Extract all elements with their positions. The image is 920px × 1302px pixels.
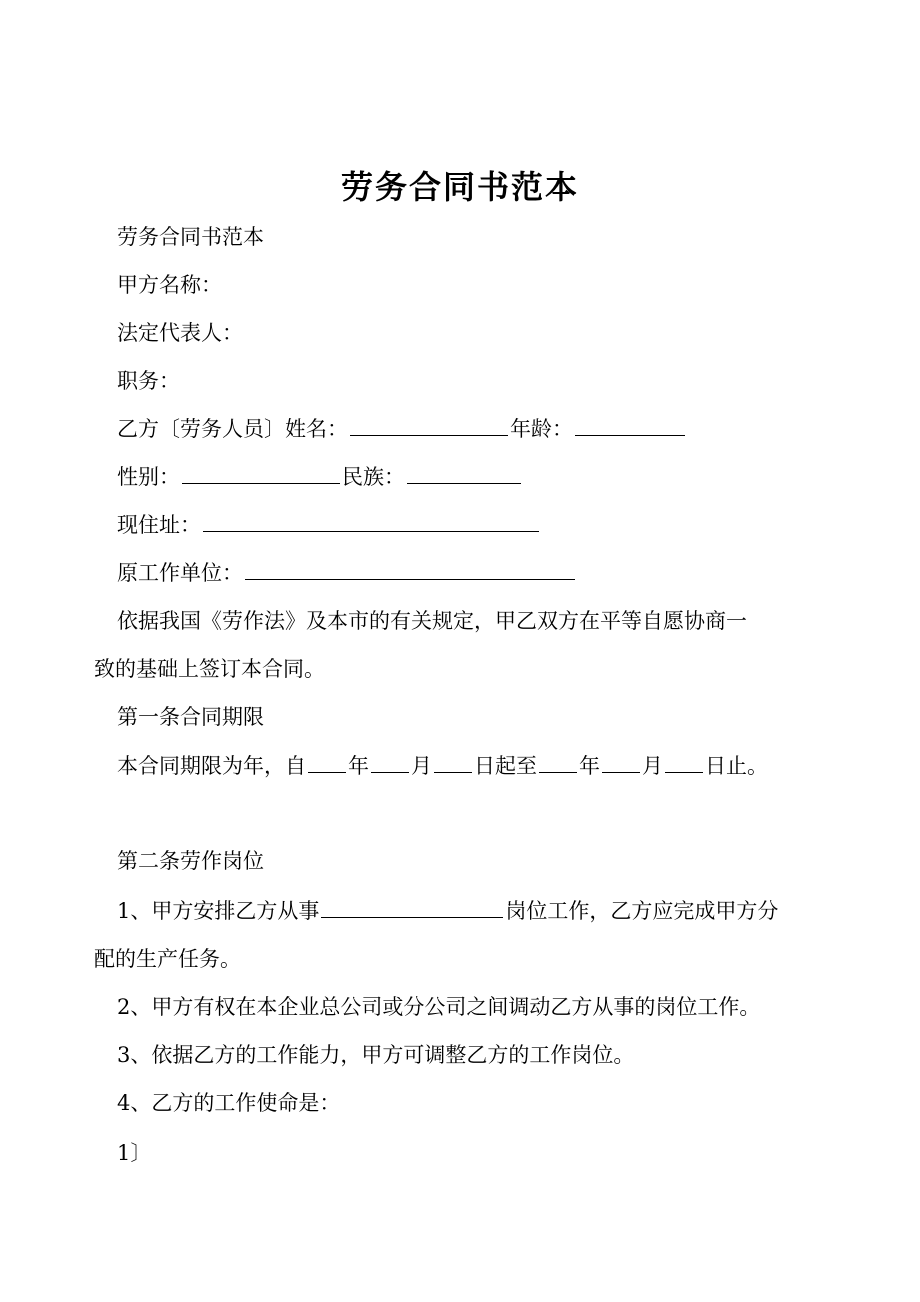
gender-blank[interactable]: [182, 463, 340, 484]
term-month-2: 月: [642, 754, 663, 778]
prev-employer-row: [117, 558, 577, 588]
item1-row: [117, 896, 778, 926]
term-row: [117, 751, 768, 781]
party-b-name-blank[interactable]: [350, 415, 508, 436]
term-from: 日起至: [474, 754, 537, 778]
gender-label: 性别：: [117, 465, 180, 489]
preamble-line-1: 依据我国《劳作法》及本市的有关规定，甲乙双方在平等自愿协商一: [117, 609, 747, 633]
start-day-blank[interactable]: [434, 752, 472, 773]
position-label: 职务：: [117, 369, 180, 393]
item3: 3、依据乙方的工作能力，甲方可调整乙方的工作岗位。: [117, 1043, 635, 1067]
end-day-blank[interactable]: [665, 752, 703, 773]
age-label: 年龄：: [510, 417, 573, 441]
end-year-blank[interactable]: [539, 752, 577, 773]
term-month-1: 月: [411, 754, 432, 778]
document-title: 劳务合同书范本: [340, 168, 579, 206]
item1-suffix: 岗位工作，乙方应完成甲方分: [505, 899, 779, 923]
ethnicity-label: 民族：: [342, 465, 405, 489]
address-blank[interactable]: [203, 511, 539, 532]
start-month-blank[interactable]: [371, 752, 409, 773]
age-blank[interactable]: [575, 415, 685, 436]
item1-prefix: 1、甲方安排乙方从事: [117, 899, 320, 923]
term-year-1: 年: [348, 754, 369, 778]
document-subtitle: 劳务合同书范本: [117, 225, 264, 249]
item2: 2、甲方有权在本企业总公司或分公司之间调动乙方从事的岗位工作。: [117, 995, 761, 1019]
start-year-blank[interactable]: [308, 752, 346, 773]
preamble-line-2: 致的基础上签订本合同。: [94, 657, 325, 681]
address-row: [117, 510, 541, 540]
prev-employer-label: 原工作单位：: [117, 561, 243, 585]
legal-rep-label: 法定代表人：: [117, 321, 243, 345]
job-post-blank[interactable]: [321, 897, 503, 918]
party-b-info-row: [117, 414, 687, 444]
ethnicity-blank[interactable]: [407, 463, 521, 484]
end-month-blank[interactable]: [602, 752, 640, 773]
sub-item-1: 1〕: [117, 1141, 152, 1165]
address-label: 现住址：: [117, 513, 201, 537]
party-b-name-label: 乙方〔劳务人员〕姓名：: [117, 417, 348, 441]
term-year-2: 年: [579, 754, 600, 778]
item1-line-2: 配的生产任务。: [94, 947, 241, 971]
term-prefix: 本合同期限为年，自: [117, 754, 306, 778]
party-a-name-label: 甲方名称：: [117, 273, 222, 297]
prev-employer-blank[interactable]: [245, 559, 575, 580]
term-end: 日止。: [705, 754, 768, 778]
article2-title: 第二条劳作岗位: [117, 849, 264, 873]
gender-ethnicity-row: [117, 462, 523, 492]
item4: 4、乙方的工作使命是：: [117, 1091, 341, 1115]
article1-title: 第一条合同期限: [117, 705, 264, 729]
